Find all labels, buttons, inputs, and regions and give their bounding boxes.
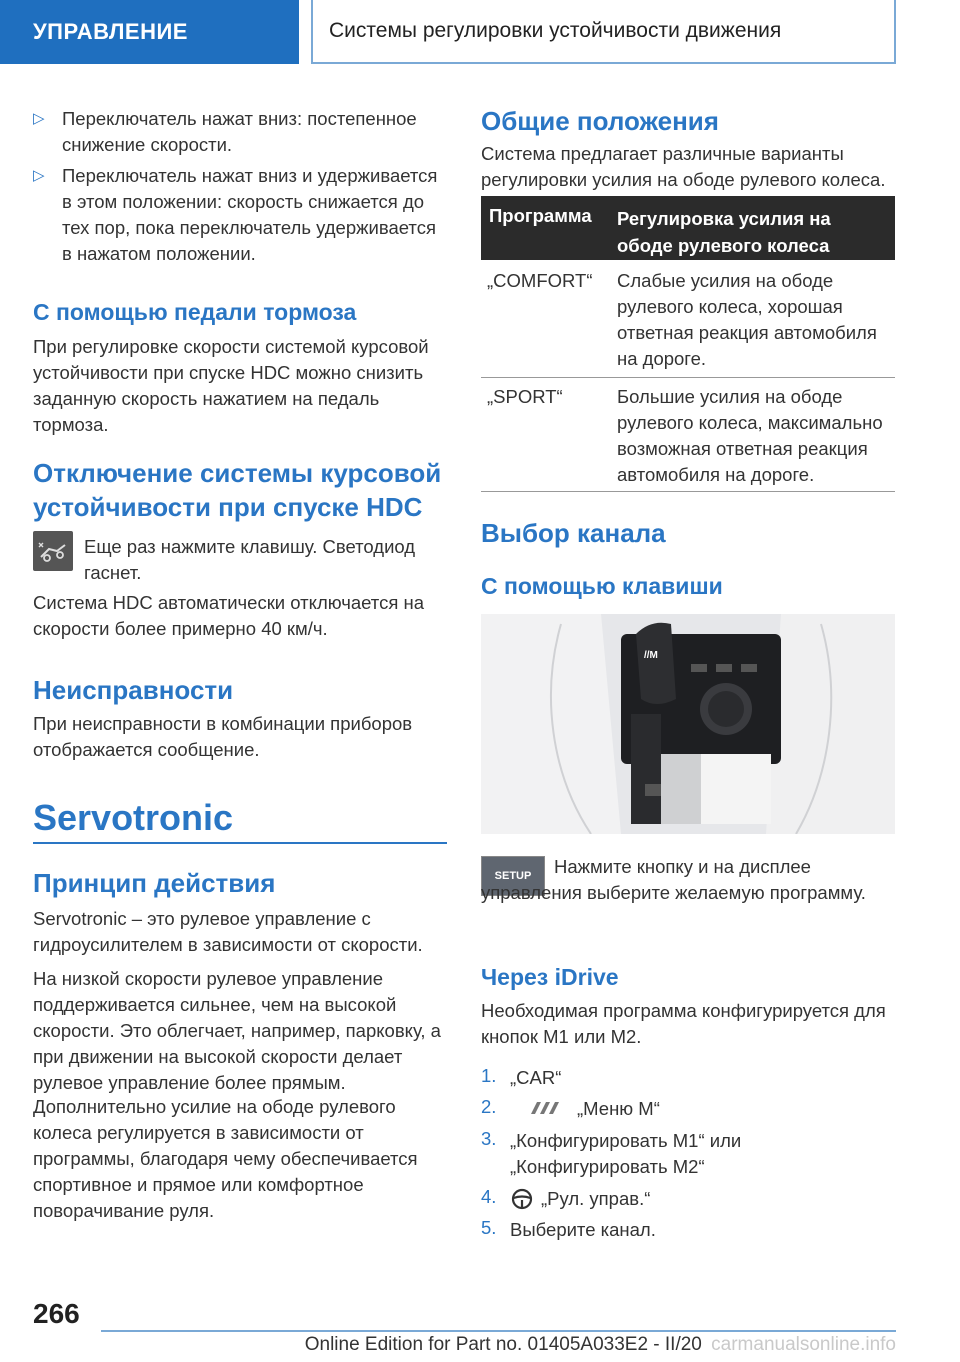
principle-text-2: На низкой скорости рулевое управление поддерживается сильнее, чем на высокой скорости. Это облегчает, например, парковку, а при движении на высокой скорости делает рулевое управление более прямым. (33, 968, 441, 1093)
brake-text: При регулировке скорости системой курсовой устойчивости при спуске HDC можно снизить заданную скорость нажатием на педаль тормоза. (33, 336, 429, 435)
console-photo (481, 614, 895, 834)
general-text: Система предлагает различные варианты регулировки усилия на ободе рулевого колеса. (481, 143, 886, 190)
table-col-program: Программа (489, 205, 592, 226)
table-cell-program: „COMFORT“ (487, 270, 593, 291)
table-header (481, 196, 895, 260)
table-divider (481, 491, 895, 492)
brake-heading: С помощью педали тормоза (33, 299, 357, 325)
step-number: 3. (481, 1128, 497, 1149)
bullet-item (33, 106, 447, 158)
table-col-desc: Регулировка усилия на ободе рулевого колеса (617, 208, 831, 256)
step-number: 4. (481, 1186, 497, 1207)
hdc-button-icon (33, 531, 73, 571)
chapter-title: Системы регулировки устойчивости движения (329, 19, 782, 42)
page-number: 266 (33, 1298, 80, 1329)
section-tab (0, 0, 299, 64)
hdc-off-heading: Отключение системы курсовой устойчивости при спуске HDC (33, 458, 442, 522)
step-number: 1. (481, 1065, 497, 1086)
heading-rule (33, 842, 447, 844)
principle-heading: Принцип действия (33, 868, 276, 898)
table-cell-desc: Большие усилия на ободе рулевого колеса, максимально возможная ответная реакция автомобиля на дороге. (617, 386, 883, 485)
bullet-text: Переключатель нажат вниз и удерживается в этом положении: скорость снижается до тех пор, пока переключатель удерживается в нажатом положении. (62, 165, 438, 264)
faults-heading: Неисправности (33, 675, 234, 705)
watermark: carmanualsonline.info (711, 1334, 896, 1355)
step-text: „Меню M“ (577, 1098, 660, 1119)
table-cell-desc: Слабые усилия на ободе рулевого колеса, хорошая ответная реакция автомобиля на дороге. (617, 270, 877, 369)
svg-text://M: //M (644, 650, 658, 661)
step-text: „CAR“ (510, 1067, 562, 1088)
step-number: 5. (481, 1217, 497, 1238)
servotronic-heading: Servotronic (33, 797, 234, 838)
channel-heading: Выбор канала (481, 518, 666, 548)
steering-wheel-icon (511, 1188, 533, 1210)
step-text: Выберите канал. (510, 1219, 656, 1240)
setup-label: SETUP (494, 870, 532, 882)
triangle-bullet-icon: ▷ (33, 110, 45, 127)
key-heading: С помощью клавиши (481, 573, 723, 599)
principle-text-3: Дополнительно усилие на ободе рулевого колеса регулируется в зависимости от программы, благодаря чему обеспечивается спортивное и прямое или комфортное поворачивание руля. (33, 1096, 418, 1221)
m-menu-icon (511, 1098, 571, 1118)
triangle-bullet-icon: ▷ (33, 167, 45, 184)
idrive-text: Необходимая программа конфигурируется для кнопок M1 или M2. (481, 1000, 886, 1047)
step-text: „Рул. управ.“ (541, 1188, 651, 1209)
step-text: „Конфигурировать M1“ или „Конфигурировать M2“ (510, 1130, 742, 1177)
section-title: УПРАВЛЕНИЕ (33, 19, 188, 44)
step-number: 2. (481, 1096, 497, 1117)
edition-text: Online Edition for Part no. 01405A033E2 - II/20 (304, 1334, 702, 1355)
table-divider (481, 377, 895, 378)
faults-text: При неисправности в комбинации приборов отображается сообщение. (33, 713, 413, 760)
principle-text-1: Servotronic – это рулевое управление с гидроусилителем в зависимости от скорости. (33, 908, 423, 955)
footer-rule (101, 1330, 896, 1332)
bullet-text: Переключатель нажат вниз: постепенное снижение скорости. (62, 108, 417, 155)
bullet-item (33, 163, 447, 267)
idrive-heading: Через iDrive (481, 964, 619, 990)
table-cell-program: „SPORT“ (487, 386, 563, 407)
setup-text: Нажмите кнопку и на дисплее управления выберите желаемую программу. (481, 856, 866, 903)
edition-info (300, 1334, 896, 1356)
chapter-header (311, 0, 896, 64)
general-heading: Общие положения (481, 106, 719, 136)
hdc-auto-text: Система HDC автоматически отключается на скорости более примерно 40 км/ч. (33, 592, 424, 639)
hdc-off-text: Еще раз нажмите клавишу. Светодиод гаснет. (84, 536, 416, 583)
